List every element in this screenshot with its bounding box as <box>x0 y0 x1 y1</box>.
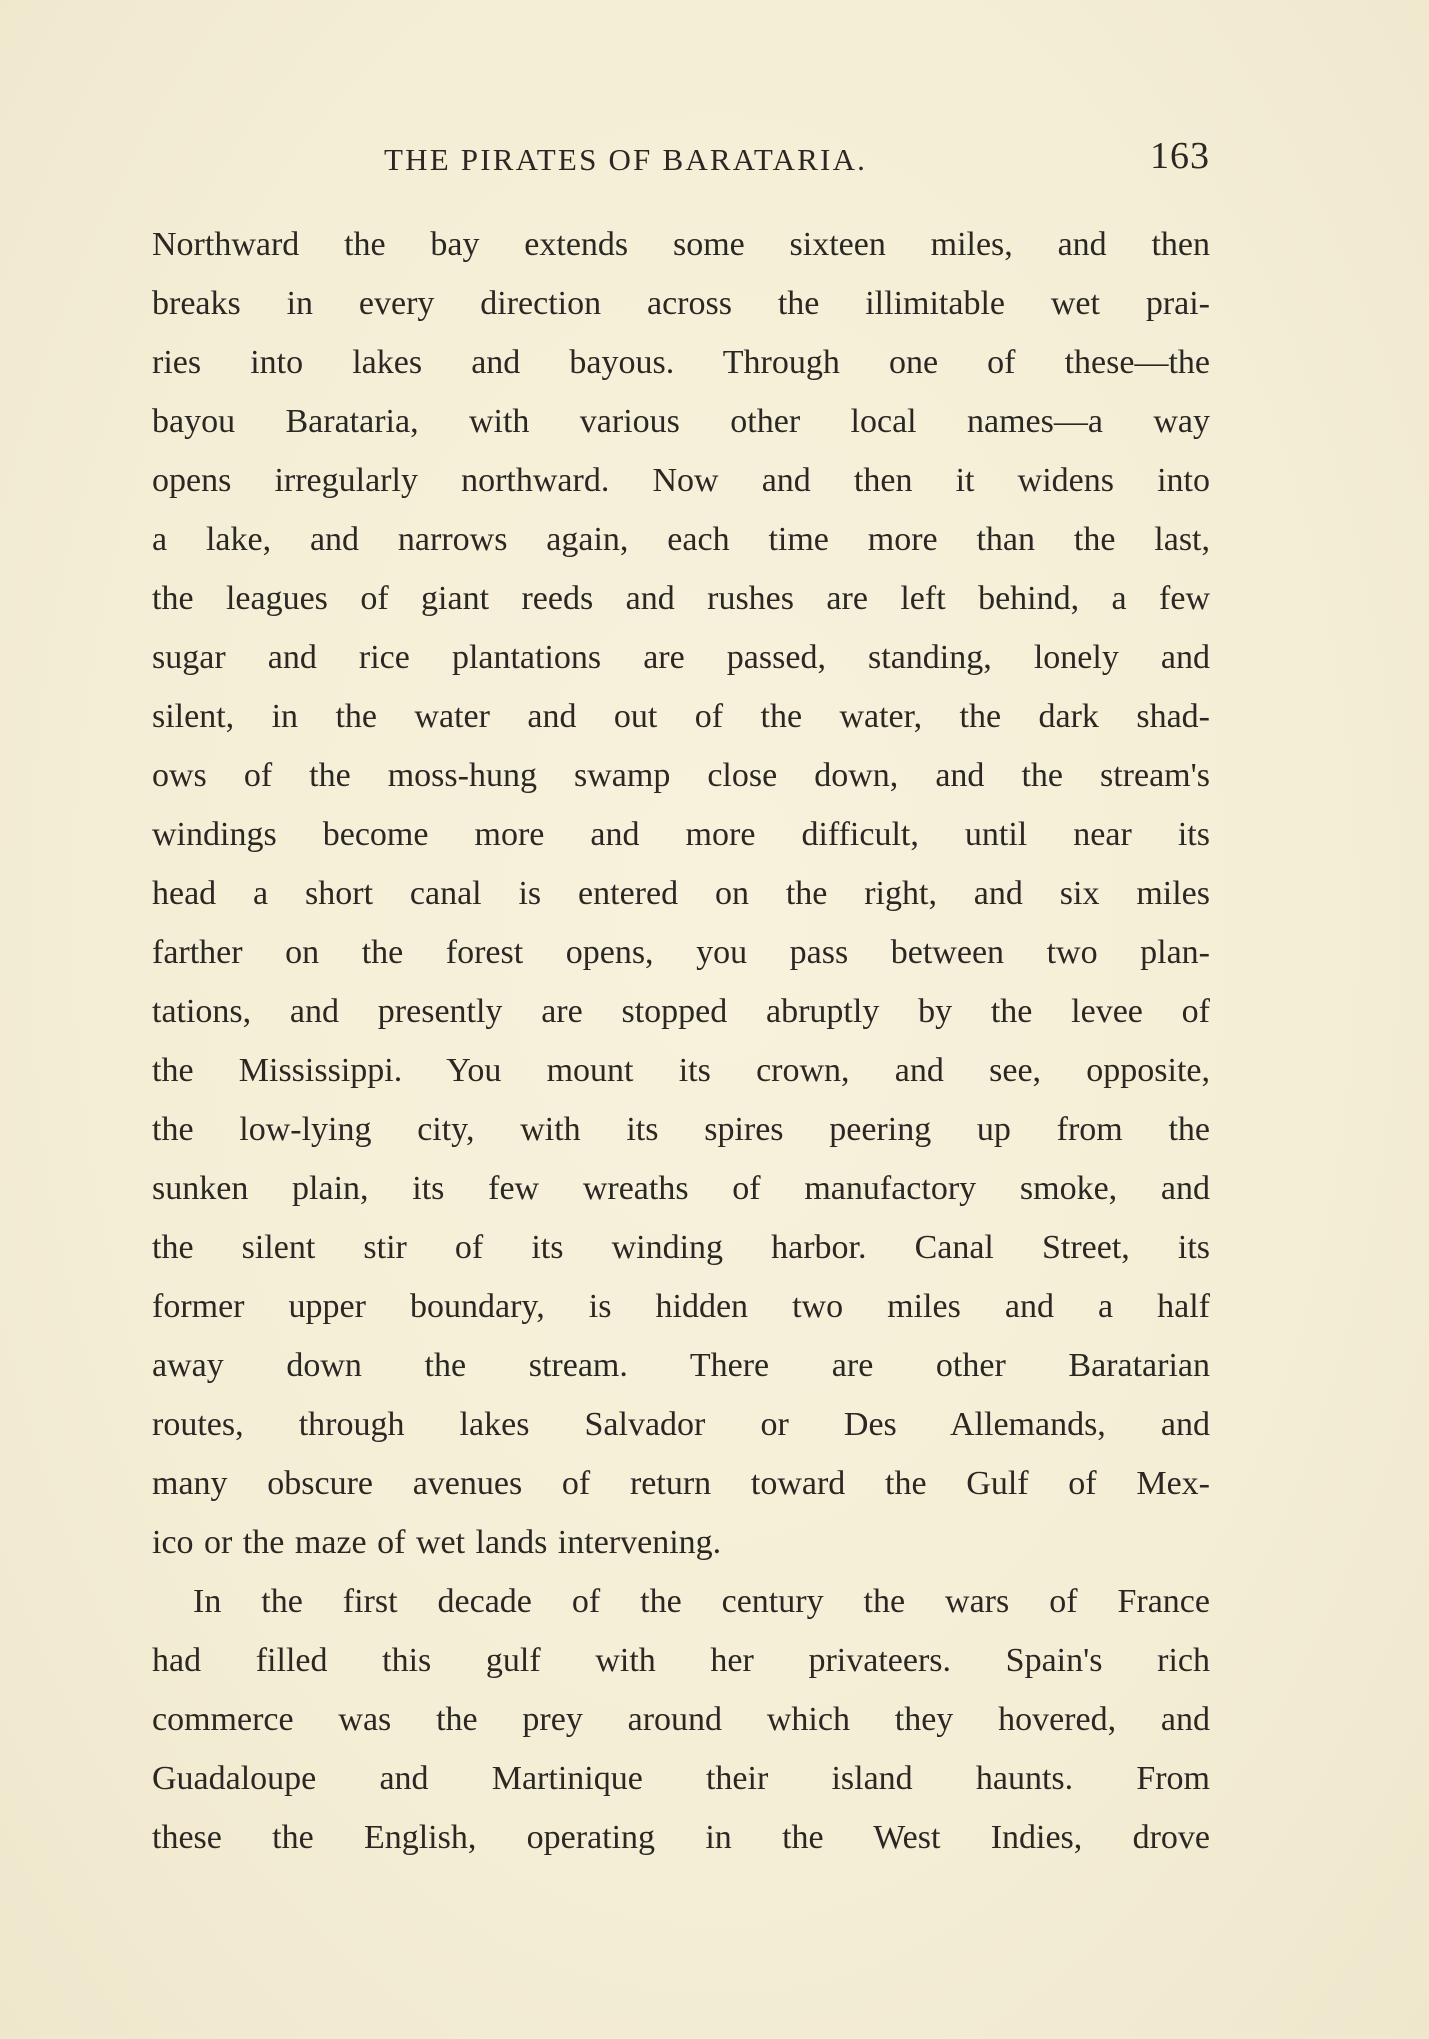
text-line: the low-lying city, with its spires peering up from the <box>152 1111 1210 1148</box>
text-line: ico or the maze of wet lands intervening. <box>152 1524 722 1561</box>
text-line: these the English, operating in the West Indies, drove <box>152 1819 1210 1856</box>
page-number: 163 <box>1150 135 1210 177</box>
text-line: the leagues of giant reeds and rushes are left behind, a few <box>152 580 1210 617</box>
text-line: the Mississippi. You mount its crown, and see, opposite, <box>152 1052 1210 1089</box>
text-line: silent, in the water and out of the water, the dark shad- <box>152 698 1210 735</box>
text-line: sunken plain, its few wreaths of manufactory smoke, and <box>152 1170 1210 1207</box>
text-line: Guadaloupe and Martinique their island haunts. From <box>152 1760 1210 1797</box>
text-line: sugar and rice plantations are passed, standing, lonely and <box>152 639 1210 676</box>
text-line: ows of the moss-hung swamp close down, and the stream's <box>152 757 1210 794</box>
text-line: tations, and presently are stopped abruptly by the levee of <box>152 993 1210 1030</box>
text-line: a lake, and narrows again, each time more than the last, <box>152 521 1210 558</box>
text-line: farther on the forest opens, you pass between two plan- <box>152 934 1210 971</box>
text-line: windings become more and more difficult, until near its <box>152 816 1210 853</box>
text-line: bayou Barataria, with various other local names—a way <box>152 403 1210 440</box>
paragraph <box>152 215 1210 1572</box>
text-line: commerce was the prey around which they hovered, and <box>152 1701 1210 1738</box>
text-line: breaks in every direction across the illimitable wet prai- <box>152 285 1210 322</box>
text-line: away down the stream. There are other Baratarian <box>152 1347 1210 1384</box>
text-line: former upper boundary, is hidden two miles and a half <box>152 1288 1210 1325</box>
running-title: THE PIRATES OF BARATARIA. <box>384 142 868 177</box>
text-line: the silent stir of its winding harbor. Canal Street, its <box>152 1229 1210 1266</box>
text-line: ries into lakes and bayous. Through one of these—the <box>152 344 1210 381</box>
page-header <box>152 134 1210 184</box>
paragraph <box>152 1572 1210 1867</box>
text-line: many obscure avenues of return toward the Gulf of Mex- <box>152 1465 1210 1502</box>
text-line: head a short canal is entered on the right, and six miles <box>152 875 1210 912</box>
body-text <box>152 215 1210 1867</box>
text-line: had filled this gulf with her privateers. Spain's rich <box>152 1642 1210 1679</box>
text-line: Northward the bay extends some sixteen miles, and then <box>152 226 1210 263</box>
text-line: In the first decade of the century the wars of France <box>193 1583 1210 1620</box>
text-line: opens irregularly northward. Now and then it widens into <box>152 462 1210 499</box>
text-line: routes, through lakes Salvador or Des Allemands, and <box>152 1406 1210 1443</box>
